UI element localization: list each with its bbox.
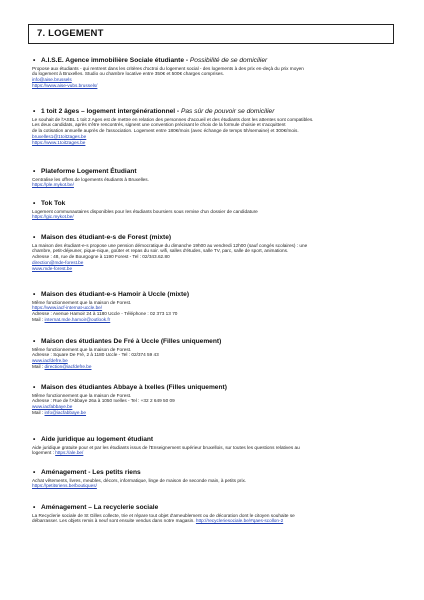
entry-aise bbox=[32, 57, 396, 89]
entry-text: du logement à Bruxelles. Studio ou chambre locative entre 350€ et 500€ charges comprises. bbox=[32, 71, 225, 77]
website-link[interactable]: www.mde-forest.be bbox=[32, 266, 73, 272]
website-link[interactable]: https://ple.mykot.be/ bbox=[32, 182, 74, 188]
entry-heading bbox=[32, 108, 396, 117]
entry-subtitle: Possibilité de se domicilier bbox=[189, 57, 268, 64]
entry-text: Le souhait de l'ASBL 1 toit 2 Ages est de mettre en relation des personnes d'accueil et des étudiants dont les attentes sont compatibles. bbox=[32, 116, 314, 122]
mail-label: Mail : bbox=[32, 317, 45, 323]
bullet-icon: • bbox=[33, 469, 36, 476]
entry-heading bbox=[32, 338, 396, 347]
entry-text: Les deux candidats, après s'être rencontrés, signent une convention précisant le choix de la formule choisie et s'acquittent bbox=[32, 122, 286, 128]
website-link[interactable]: https://gic.mykot.be/ bbox=[32, 214, 74, 220]
bullet-icon: • bbox=[33, 234, 36, 241]
entry-text: La Recyclerie sociale de St Gilles collecte, trie et répare tout objet d'ameublement ou de décoration dont le citoyen souhaite se bbox=[32, 512, 295, 518]
entry-title: Maison des étudiantes Abbaye à Ixelles (Filles uniquement) bbox=[41, 384, 227, 391]
entry-title: Maison des étudiant-e-s Hamoir à Uccle (mixte) bbox=[41, 291, 190, 298]
entry-text: Adresse : Rue de l'Abbaye 26a à 1050 Ixelles - Tel : +32 2 649 50 09 bbox=[32, 398, 175, 404]
website-link[interactable]: http://recycleriesociale.be/#qaes-scollon-2 bbox=[195, 518, 284, 524]
entry-heading bbox=[32, 469, 396, 478]
website-link[interactable]: https://www.iacf-internat-uccle.be/ bbox=[32, 305, 103, 311]
bullet-icon: • bbox=[33, 504, 36, 511]
email-link[interactable]: direction@iacfdefre.be bbox=[44, 364, 92, 370]
entry-title: Aménagement – La recyclerie sociale bbox=[41, 504, 159, 511]
entry-title: Aménagement - Les petits riens bbox=[41, 469, 141, 476]
email-link[interactable]: bruxelles1@1toit2ages.be bbox=[32, 134, 87, 140]
entry-text: Propose aux étudiants - qui rentrent dans les critères d'octroi du logement social - des logements à des prix en-deçà du prix moyen bbox=[32, 65, 304, 71]
website-link[interactable]: https://www.aise-vubs.brussels/ bbox=[32, 83, 98, 89]
bullet-icon: • bbox=[33, 108, 36, 115]
email-link[interactable]: internat.mde.hamoir@outlook.fr bbox=[44, 317, 111, 323]
entry-text: Même fonctionnement que la maison de Forest. bbox=[32, 346, 132, 352]
email-link[interactable]: direction@mde-forest.be bbox=[32, 260, 84, 266]
entry-text: Achat vêtements, livres, meubles, décors, informatique, linge de maison de seconde main, à petits prix. bbox=[32, 477, 247, 483]
entry-text: Adresse : Avenue Hamoir 24 à 1180 Uccle - Téléphone : 02 373 13 70 bbox=[32, 311, 178, 317]
email-link[interactable]: info@aise.brussels bbox=[32, 77, 72, 83]
section-title: 7. LOGEMENT bbox=[28, 24, 394, 44]
entry-title: A.I.S.E. Agence immobilière Sociale étudiante - bbox=[41, 57, 190, 64]
bullet-icon: • bbox=[33, 168, 36, 175]
entry-title: Plateforme Logement Étudiant bbox=[41, 168, 137, 175]
mail-line bbox=[32, 410, 396, 416]
mail-line bbox=[32, 317, 396, 323]
entry-mde-defre bbox=[32, 338, 396, 370]
website-link[interactable]: https://petitsriens.be/boutiques/ bbox=[32, 483, 97, 489]
entry-heading bbox=[32, 168, 396, 177]
entry-title: Maison des étudiantes De Fré à Uccle (Filles uniquement) bbox=[41, 338, 222, 345]
website-link[interactable]: https://ale.be/ bbox=[55, 450, 84, 456]
website-link[interactable]: www.iacfabbaye.be bbox=[32, 404, 73, 410]
entry-text: Même fonctionnement que la maison de Forest. bbox=[32, 392, 132, 398]
entry-text: Adresse : Square De Fré, 2 à 1180 Uccle - Tel : 02/374 59 43 bbox=[32, 352, 159, 358]
entry-text: chambre, petit-déjeuner, pique-nique, goûter et repas du soir. wifi, salles d'études, salle TV, parc, salle de sport, animations. bbox=[32, 248, 289, 254]
bullet-icon: • bbox=[33, 436, 36, 443]
entry-subtitle: Pas sûr de pouvoir se domicilier bbox=[180, 108, 275, 115]
bullet-icon: • bbox=[33, 338, 36, 345]
entry-mde-forest bbox=[32, 234, 396, 272]
entry-text: La maison des étudiant-e-s propose une pension démocratique du dimanche 19h00 au vendredi 12h00 (sauf congés scolaires) : une bbox=[32, 242, 308, 248]
entry-title: Maison des étudiant-e-s de Forest (mixte) bbox=[41, 234, 172, 241]
entry-toktok bbox=[32, 200, 396, 220]
mail-line bbox=[32, 364, 396, 370]
bullet-icon: • bbox=[33, 57, 36, 64]
website-link[interactable]: www.iacfdefre.be bbox=[32, 358, 68, 364]
entry-heading bbox=[32, 291, 396, 300]
entry-recyclerie-sociale bbox=[32, 504, 396, 524]
entry-text: débarrasser. Les objets remis à neuf sont ensuite vendus dans notre magasin. bbox=[32, 518, 196, 524]
bullet-icon: • bbox=[33, 291, 36, 298]
entry-heading bbox=[32, 384, 396, 393]
entry-heading bbox=[32, 504, 396, 513]
bullet-icon: • bbox=[33, 384, 36, 391]
entry-aide-juridique bbox=[32, 436, 396, 456]
entry-text: Adresse : 48, rue de Bourgogne à 1190 Forest - Tel : 02/343.62.80 bbox=[32, 254, 170, 260]
entry-text: logement : bbox=[32, 450, 56, 456]
entry-mde-hamoir bbox=[32, 291, 396, 323]
bullet-icon: • bbox=[33, 200, 36, 207]
entry-text: de la cotisation annuelle auprès de l'association. Logement entre 180€/mois (avec échange de temps 5h/semaine) et 300€/mois. bbox=[32, 128, 299, 134]
entry-heading bbox=[32, 57, 396, 66]
entry-text: Aide juridique gratuite pour et par les étudiants issus de l'Enseignement supérieur bruxellois, sur toutes les questions relatives au bbox=[32, 444, 300, 450]
entry-petits-riens bbox=[32, 469, 396, 489]
entry-plateforme-logement bbox=[32, 168, 396, 188]
entry-text: Centralise les offres de logements étudiants à Bruxelles. bbox=[32, 176, 149, 182]
entry-1toit2ages bbox=[32, 108, 396, 146]
entry-title: Aide juridique au logement étudiant bbox=[41, 436, 154, 443]
entry-title: Tok Tok bbox=[41, 200, 66, 207]
mail-label: Mail : bbox=[32, 410, 45, 416]
entry-mde-abbaye bbox=[32, 384, 396, 416]
email-link[interactable]: info@iacfabbaye.be bbox=[44, 410, 87, 416]
entry-title: 1 toit 2 âges – logement intergénérationnel - bbox=[41, 108, 181, 115]
mail-label: Mail : bbox=[32, 364, 45, 370]
entry-heading bbox=[32, 200, 396, 209]
entry-text: Même fonctionnement que la maison de Forest. bbox=[32, 299, 132, 305]
website-link[interactable]: https://www.1toit2ages.be bbox=[32, 140, 86, 146]
entry-text-with-link bbox=[32, 450, 396, 456]
entry-heading bbox=[32, 234, 396, 243]
entry-text: Logement communautaires disponibles pour les étudiants boursiers sous remise d'un dossier de candidature bbox=[32, 208, 258, 214]
entry-text-with-link bbox=[32, 518, 396, 524]
entry-heading bbox=[32, 436, 396, 445]
